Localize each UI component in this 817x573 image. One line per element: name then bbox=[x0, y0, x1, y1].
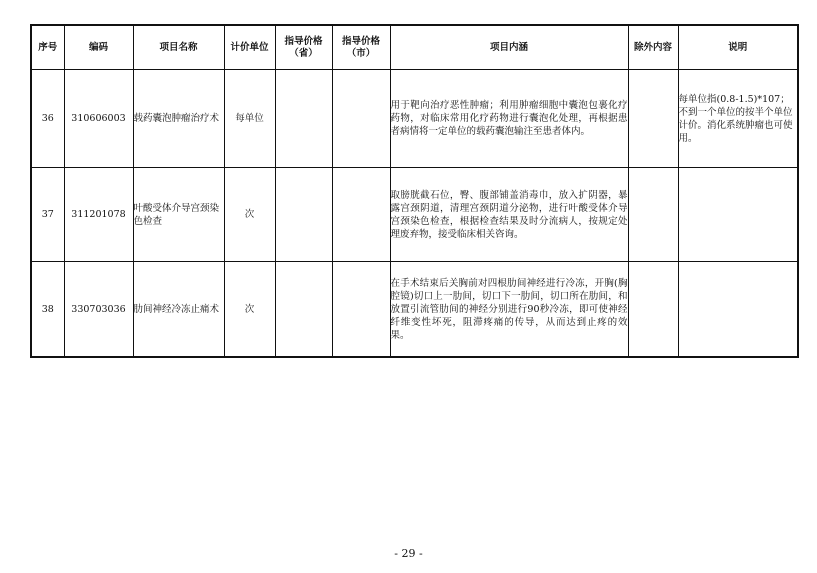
cell-code: 311201078 bbox=[64, 168, 133, 262]
header-unit: 计价单位 bbox=[224, 25, 275, 70]
cell-price-city bbox=[332, 262, 390, 358]
cell-price-province bbox=[275, 168, 332, 262]
cell-exclusions bbox=[628, 262, 678, 358]
cell-exclusions bbox=[628, 168, 678, 262]
cell-content: 取膀胱截石位，臀、腹部铺盖消毒巾，放入扩阴器，暴露宫颈阴道，清理宫颈阴道分泌物，进行叶酸受体介导宫颈染色检查，根据检查结果及时分流病人，按规定处理废弃物，接受临床相关咨询。 bbox=[390, 168, 628, 262]
header-price-city: 指导价格（市） bbox=[332, 25, 390, 70]
header-content: 项目内涵 bbox=[390, 25, 628, 70]
cell-unit: 每单位 bbox=[224, 70, 275, 168]
cell-price-province bbox=[275, 70, 332, 168]
cell-seq: 38 bbox=[31, 262, 64, 358]
cell-notes bbox=[678, 168, 798, 262]
header-notes: 说明 bbox=[678, 25, 798, 70]
cell-seq: 37 bbox=[31, 168, 64, 262]
header-seq: 序号 bbox=[31, 25, 64, 70]
cell-code: 310606003 bbox=[64, 70, 133, 168]
table-row bbox=[31, 262, 798, 358]
cell-exclusions bbox=[628, 70, 678, 168]
cell-notes bbox=[678, 262, 798, 358]
cell-price-province bbox=[275, 262, 332, 358]
page-number: - 29 - bbox=[394, 547, 423, 560]
cell-seq: 36 bbox=[31, 70, 64, 168]
header-code: 编码 bbox=[64, 25, 133, 70]
cell-content: 在手术结束后关胸前对四根肋间神经进行冷冻，开胸(胸腔镜)切口上一肋间，切口下一肋间，切口所在肋间，和放置引流管肋间的神经分别进行90秒冷冻，即可使神经纤维变性坏死，阻滞疼痛的传导，从而达到止疼的效果。 bbox=[390, 262, 628, 358]
cell-content: 用于靶向治疗恶性肿瘤；利用肿瘤细胞中囊泡包裹化疗药物，对临床常用化疗药物进行囊泡化处理，再根据患者病情将一定单位的载药囊泡输注至患者体内。 bbox=[390, 70, 628, 168]
cell-name: 肋间神经冷冻止痛术 bbox=[133, 262, 224, 358]
cell-code: 330703036 bbox=[64, 262, 133, 358]
header-exclusions: 除外内容 bbox=[628, 25, 678, 70]
cell-notes: 每单位指(0.8-1.5)*107； 不到一个单位的按半个单位计价。消化系统肿瘤也可使用。 bbox=[678, 70, 798, 168]
header-row bbox=[31, 25, 798, 70]
cell-name: 载药囊泡肿瘤治疗术 bbox=[133, 70, 224, 168]
header-name: 项目名称 bbox=[133, 25, 224, 70]
header-price-province: 指导价格（省） bbox=[275, 25, 332, 70]
cell-unit: 次 bbox=[224, 262, 275, 358]
table-row bbox=[31, 70, 798, 168]
cell-price-city bbox=[332, 70, 390, 168]
price-table bbox=[30, 24, 799, 358]
cell-name: 叶酸受体介导宫颈染色检查 bbox=[133, 168, 224, 262]
cell-price-city bbox=[332, 168, 390, 262]
table-row bbox=[31, 168, 798, 262]
cell-unit: 次 bbox=[224, 168, 275, 262]
